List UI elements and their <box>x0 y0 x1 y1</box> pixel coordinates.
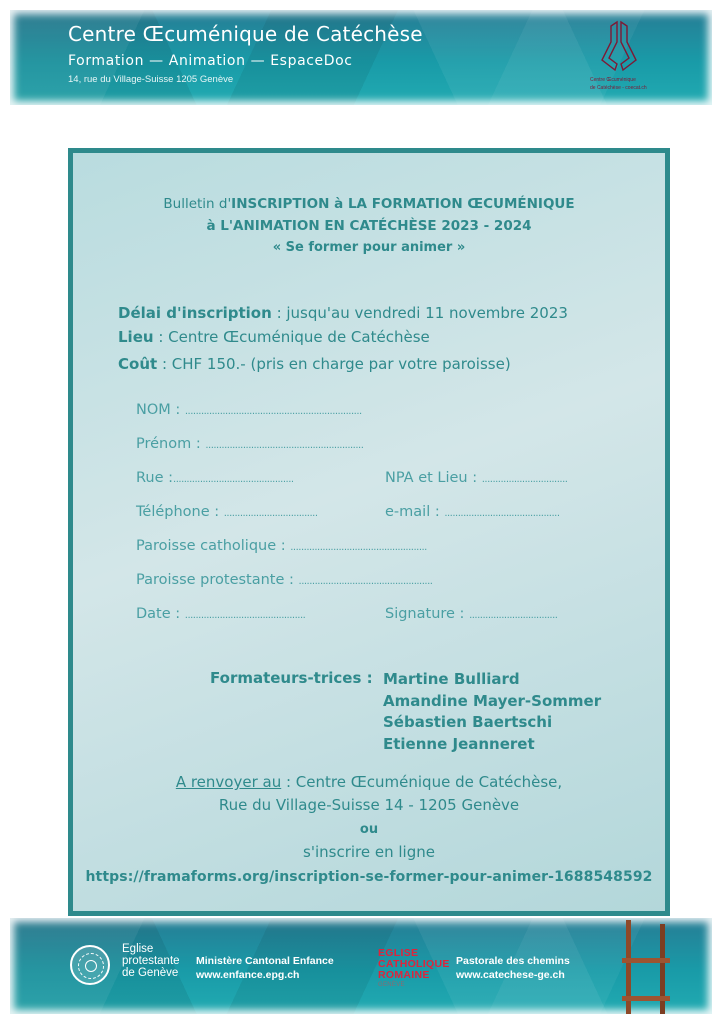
trainer-name: Amandine Mayer-Sommer <box>383 691 602 710</box>
npa-lieu-field[interactable] <box>385 466 567 492</box>
date-blank[interactable]: ............................................. <box>184 610 306 621</box>
paroisse-catholique-blank[interactable]: ................................................... <box>290 542 427 553</box>
epg-name <box>122 943 180 979</box>
field-row-prenom <box>136 432 616 466</box>
field-row-date-signature <box>136 602 616 636</box>
rue-blank[interactable]: ............................................. <box>173 474 294 485</box>
mce-url-link[interactable]: www.enfance.epg.ch <box>196 969 300 981</box>
ecr-line2: CATHOLIQUE <box>378 958 450 970</box>
pastorale-block <box>456 954 570 982</box>
ladder-icon <box>616 920 676 1014</box>
return-address-line2: Rue du Village-Suisse 14 - 1205 Genève <box>218 796 520 814</box>
nom-blank[interactable]: .................................................................. <box>184 406 362 417</box>
prenom-blank[interactable]: ........................................................... <box>205 440 364 451</box>
field-row-nom <box>136 398 616 432</box>
deadline-value: : jusqu'au vendredi 11 novembre 2023 <box>271 304 568 322</box>
rue-field[interactable] <box>136 470 294 486</box>
trainer-name: Sébastien Baertschi <box>383 713 553 731</box>
tagline: « Se former pour animer » <box>272 240 466 255</box>
paroisse-protestante-field[interactable] <box>136 572 432 588</box>
online-label: s'inscrire en ligne <box>303 843 435 861</box>
signature-field[interactable] <box>385 602 557 628</box>
email-blank[interactable]: ........................................... <box>444 508 560 519</box>
paroisse-protestante-label: Paroisse protestante : <box>136 572 299 588</box>
cost-row <box>118 352 568 376</box>
field-row-contact <box>136 500 616 534</box>
praying-hands-icon <box>598 20 640 72</box>
rue-label: Rue : <box>136 470 174 486</box>
location-value: : Centre Œcuménique de Catéchèse <box>153 328 430 346</box>
online-registration-link[interactable]: https://framaforms.org/inscription-se-former-pour-animer-1688548592 <box>85 869 653 885</box>
nom-field[interactable] <box>136 402 362 418</box>
header-title: Centre Œcuménique de Catéchèse <box>68 22 423 46</box>
paroisse-catholique-label: Paroisse catholique : <box>136 538 291 554</box>
deadline-label: Délai d'inscription <box>118 304 272 322</box>
location-row <box>118 325 568 349</box>
form-fields <box>136 398 616 636</box>
header-address: 14, rue du Village-Suisse 1205 Genève <box>68 74 234 85</box>
nom-label: NOM : <box>136 402 185 418</box>
title-line1: INSCRIPTION à LA FORMATION ŒCUMÉNIQUE <box>231 196 575 212</box>
return-address-line1: : Centre Œcuménique de Catéchèse, <box>281 773 563 791</box>
date-field[interactable] <box>136 606 305 622</box>
telephone-label: Téléphone : <box>136 504 224 520</box>
npa-lieu-label: NPA et Lieu : <box>385 470 482 486</box>
title-line2: à L'ANIMATION EN CATÉCHÈSE 2023 - 2024 <box>206 218 532 234</box>
cost-value: : CHF 150.- (pris en charge par votre paroisse) <box>157 355 511 373</box>
field-row-paroisse-catholique <box>136 534 616 568</box>
or-label: ou <box>359 822 379 837</box>
prenom-label: Prénom : <box>136 436 206 452</box>
ccc-logo <box>590 20 650 98</box>
signature-label: Signature : <box>385 606 470 622</box>
field-row-paroisse-protestante <box>136 568 616 602</box>
logo-caption-line1: Centre Œcuménique <box>590 77 636 83</box>
telephone-field[interactable] <box>136 504 318 520</box>
paroisse-catholique-field[interactable] <box>136 538 427 554</box>
epg-seal-icon <box>70 945 110 985</box>
ecr-line3: ROMAINE <box>378 969 430 981</box>
epg-name-line3: de Genève <box>122 967 179 979</box>
email-field[interactable] <box>385 500 560 526</box>
paroisse-protestante-blank[interactable]: .................................................. <box>298 576 433 587</box>
cost-label: Coût <box>118 355 158 373</box>
deadline-row <box>118 301 568 325</box>
pastorale-url-link[interactable]: www.catechese-ge.ch <box>456 969 565 981</box>
trainers-label: Formateurs-trices : <box>210 669 373 687</box>
epg-name-line1: Eglise <box>122 943 154 955</box>
registration-form <box>68 148 670 916</box>
return-label: A renvoyer au <box>175 773 282 791</box>
footer-banner <box>10 918 712 1014</box>
ecr-logo <box>378 948 450 989</box>
info-block <box>118 301 568 376</box>
header-banner <box>10 10 712 105</box>
location-label: Lieu <box>118 328 154 346</box>
field-row-address <box>136 466 616 500</box>
signature-blank[interactable]: ................................. <box>469 610 558 621</box>
trainers-list <box>383 669 601 755</box>
logo-caption-line2: de Catéchèse - coecat.ch <box>590 85 647 91</box>
header-subtitle: Formation — Animation — EspaceDoc <box>68 53 353 69</box>
form-title <box>73 193 665 259</box>
trainer-name: Etienne Jeanneret <box>383 734 535 753</box>
epg-name-line2: protestante <box>122 955 180 967</box>
mce-title: Ministère Cantonal Enfance <box>196 955 334 967</box>
mce-block <box>196 954 334 982</box>
date-label: Date : <box>136 606 185 622</box>
title-prefix: Bulletin d' <box>163 196 232 212</box>
email-label: e-mail : <box>385 504 445 520</box>
prenom-field[interactable] <box>136 436 363 452</box>
return-block <box>73 771 665 890</box>
ecr-line1: EGLISE <box>378 947 419 959</box>
pastorale-title: Pastorale des chemins <box>456 955 570 967</box>
trainer-name: Martine Bulliard <box>383 670 520 688</box>
telephone-blank[interactable]: ................................... <box>223 508 318 519</box>
ecr-line4: GENÈVE <box>378 982 405 988</box>
npa-lieu-blank[interactable]: ................................ <box>481 474 568 485</box>
